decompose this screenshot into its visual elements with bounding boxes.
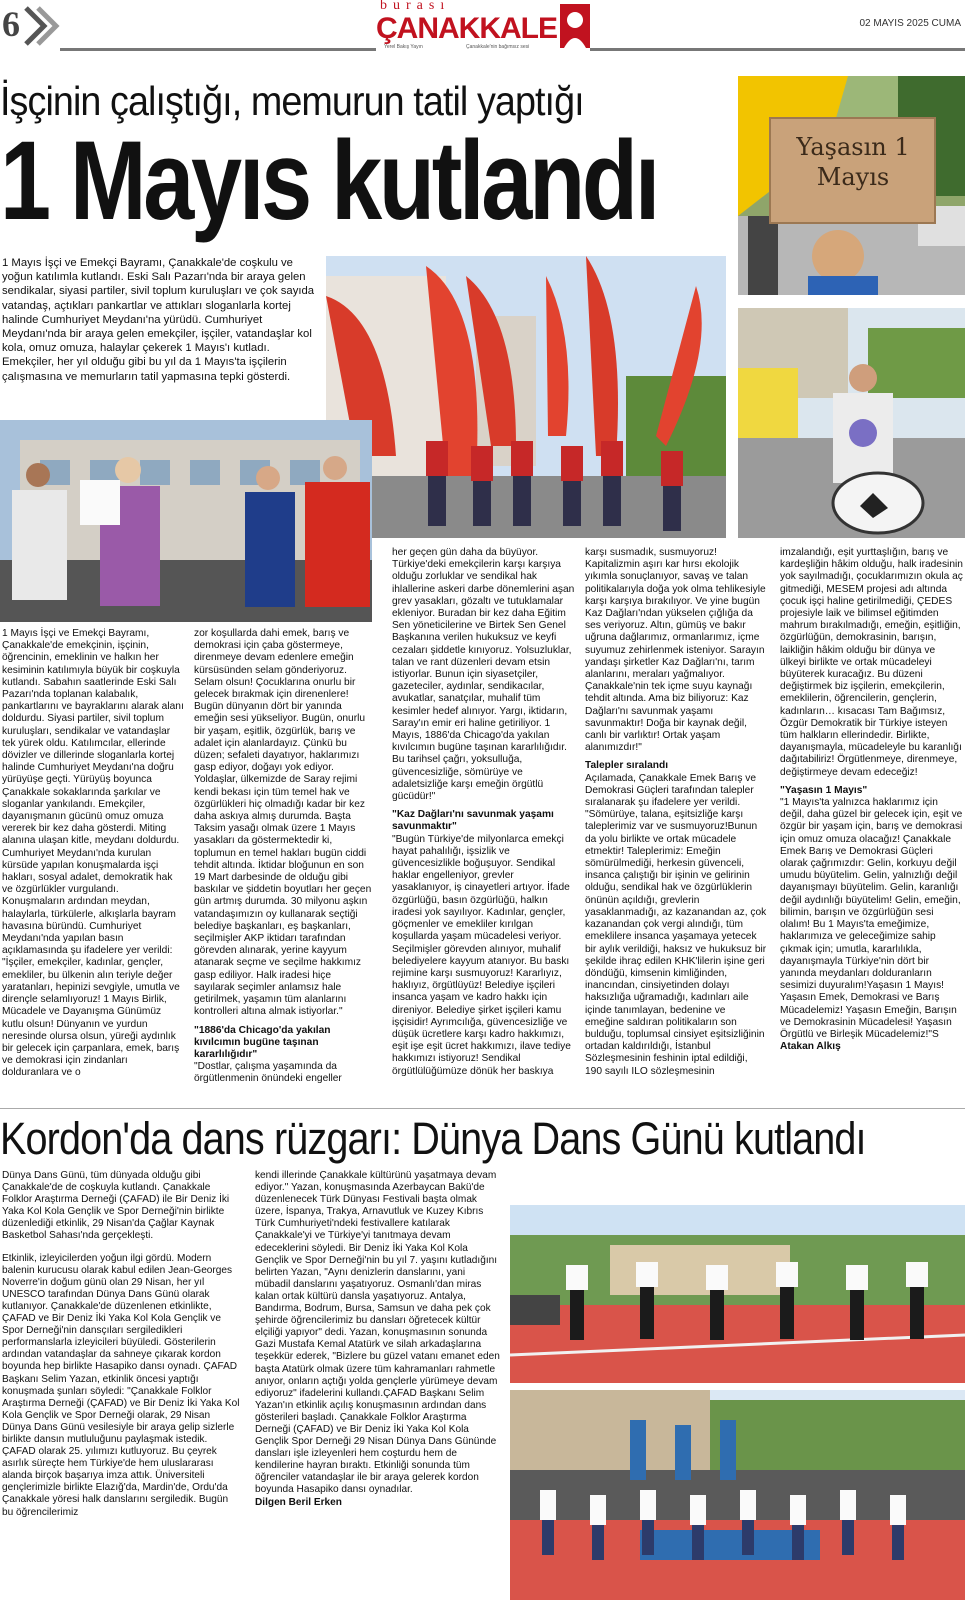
issue-date: 02 MAYIS 2025 CUMA (859, 18, 961, 29)
logo-big-text: ÇANAKKALE (376, 12, 557, 45)
photo-dancers-1 (510, 1205, 965, 1383)
article-kicker: İşçinin çalıştığı, memurun tatil yaptığı (0, 78, 584, 124)
page-number-badge (0, 2, 60, 46)
article1-col2-text-b: "Dostlar, çalışma yaşamında da örgütlenmenin önündeki engeller (194, 1061, 342, 1085)
article1-col1-text: 1 Mayıs İşçi ve Emekçi Bayramı, Çanakkale'de emekçinin, işçinin, öğrencinin, emeklinin ve halkın her kesiminin katılımıyla büyük bir coşkuyla kutlandı. Sabahın saatlerinde Eski Salı Pazarı'nda toplanan kalabalık, pankartlarını ve bayraklarını alarak alanı doldurdu. Siyasi partiler, sivil toplum kuruluşları, sendikalar ve vatandaşlar tek yürek oldu. Katılımcılar, ellerinde dövizler ve dillerinde sloganlarla kortej halinde Cumhuriyet Meydanı'na doğru yürüyüşe geçti. Yürüyüş boyunca Çanakkale sokaklarında şarkılar ve sloganlar yankılandı. Emekçiler, dayanışmanın gücünü omuz omuza vererek bir kez daha gösterdi. Miting alanına ulaşan kitle, meydanı doldurdu. Cumhuriyet Meydanı'nda kurulan kürsüde yapılan konuşmalarda işçi hakları, sosyal adalet, demokratik hak ve özgürlükler vurgulandı. Konuşmaların ardından meydan, halaylarla, türkülerle, alkışlarla bayram havasına büründü. Cumhuriyet Meydanı'nda yapılan basın açıklamasında şu ifadelere yer verildi: "İşçiler, emekçiler, kadınlar, gençler, emekliler, bu ülkenin alın teriyle değer yaratanları, hepinizi sevgiyle, umutla ve dirençle selamlıyoruz! 1 Mayıs Birlik, Mücadele ve Dayanışma Günümüz kutlu olsun! Dünyanın ve yurdun neresinde olursa olsun, yüreği aydınlık bir gelecek için çarpanlara, emek, barış ve demokrasi için zindanları dolduranlara ve o (2, 628, 184, 1079)
newspaper-logo (376, 0, 590, 52)
article2-column-2 (255, 1170, 501, 1509)
article2-column-1 (2, 1170, 242, 1519)
article-lead: 1 Mayıs İşçi ve Emekçi Bayramı, Çanakkale'de coşkulu ve yoğun katılımla kutlandı. Eski Salı Pazarı'nda bir araya gelen sendikalar, siyasi partiler, sivil toplum kuruluşları ve çok sayıda vatandaş, açtıkları pankartlar ve attıkları sloganlarla kortej halinde Cumhuriyet Meydanı'na yürüdü. Cumhuriyet Meydanı'nda bir araya gelen emekçiler, işçiler, vatandaşlar kol kola, omuz omuza, halaylar çekerek 1 Mayıs'ı kutladı. Emekçiler, her yıl olduğu gibi bu yıl da 1 Mayıs'ta işçilerin çalışmasına ve memurların tatil yapmasına tepki gösterdi. (2, 257, 315, 383)
article2-lead: Dünya Dans Günü, tüm dünyada olduğu gibi Çanakkale'de de coşkuyla kutlandı. Çanakkale Folklor Araştırma Derneği (ÇAFAD) ile Bir Deniz İki Yaka Kol Kola Gençlik ve Spor Derneği'nin birlikte düzenlediği etkinlik, 29 Nisan'da Çağlar Kaynak Basketbol Sahası'nda gerçekleşti. (2, 1170, 230, 1242)
logo-small-text: burası (380, 0, 451, 13)
article1-col3-subhead: "Kaz Dağları'nı savunmak yaşamı savunmaktır" (392, 809, 554, 833)
photo-march-flags (326, 256, 726, 538)
article1-column-5 (780, 547, 963, 1053)
protest-sign-text: Yaşasın 1 Mayıs (796, 133, 910, 191)
article2-col1-text: Etkinlik, izleyicilerden yoğun ilgi gördü. Modern balenin kurucusu olarak kabul edilen Jean-Georges Noverre'in doğum günü olan 29 Nisan, her yıl UNESCO tarafından Dünya Dans Günü olarak kutlanıyor. Çanakkale'de düzenlenen etkinlikte, ÇAFAD ve Bir Deniz İki Yaka Kol Kola Gençlik ve Spor Derneği'nin dansçıları sergiledikleri performanslarla izleyicileri büyüledi. Gösterilerin ardından vatandaşlar da sahneye çıkarak kordon boyunda hep birlikte Hasapiko dansı oynadı. ÇAFAD Başkanı Selim Yazan, etkinlik öncesi yaptığı konuşmada şunları söyledi: "Çanakkale Folklor Araştırma Derneği (ÇAFAD) ve Bir Deniz İki Yaka Kol Kola Gençlik ve Spor Derneği olarak, 29 Nisan Dünya Dans Günü vesilesiyle bir araya gelip sizlerle birlikte dansın mutluluğunu paylaşmak istedik. ÇAFAD olarak 25. yılımızı kutluyoruz. Bu çeyrek asırlık süreçte hem Türkiye'de hem uluslararası alanda birçok başarıya imza attık. Üniversiteli gençlerimizle birlikte Elazığ'da, Mardin'de, Ordu'da Çanakkale yöresi halk danslarını sergiledik. Bugün bu öğrencilerimiz (2, 1252, 240, 1518)
article1-col5-text-b: "1 Mayıs'ta yalnızca haklarımız için değil, daha güzel bir gelecek için, eşit ve özgür bir yaşam için, barış ve demokrasi için omuz omuza olacağız! Çanakkale Emek Barış ve Demokrasi Güçleri olarak çağrımızdır: Gelin, korkuyu değil umudu büyütelim. Gelin, yalnızlığı değil dayanışmayı büyütelim. Gelin, karanlığı değil aydınlığı büyütelim! Gelin, emeğin, bilimin, barışın ve özgürlüğün sesi olalım! Bu 1 Mayıs'ta emeğimize, haklarımıza ve geleceğimize sahip çıkmak için; umutla, kararlılıkla, dayanışmayla Türkiye'nin dört bir yanında meydanları dolduranların sesimizi duyuralım!Yaşasın 1 Mayıs! Yaşasın Emek, Demokrasi ve Barış Mücadelemiz! Yaşasın Emeğin, Barışın ve Demokrasinin Mücadelesi! Yaşasın Örgütlü ve Birleşik Mücadelemiz!"S (780, 797, 963, 1040)
article1-col2-text: zor koşullarda dahi emek, barış ve demokrasi için çaba göstermeye, direnmeye devam edenlere emeğin kürsüsünden selam gönderiyoruz. Selam olsun! Çocuklarına onurlu bir gelecek bırakmak için direnenlere! Bugün dünyanın dört bir yanında emeğin sesi yükseliyor. Bugün, onurlu bir yaşam, eşitlik, özgürlük, barış ve adalet için alanlardayız. Çünkü bu düzen; sefaleti dayatıyor, haklarımızı gasp ediyor, doğayı yok ediyor. Yoldaşlar, ülkemizde de Saray rejimi kendi bekası için tüm temel hak ve özgürlükleri hiç olmadığı kadar bir kez daha askıya almış durumda. Başta Taksim yasağı olmak üzere 1 Mayıs yasakları da göstermektedir ki, toplumun en temel hakları bugün ciddi tehdit altında. İktidar bloğunun en son 19 Mart darbesinde de olduğu gibi baskılar ve şiddetin boyutları her geçen gün artmış durumda. 30 milyonu aşkın vatandaşımızın oy kullanarak seçtiği belediye başkanları, eş başkanları, seçilmişler AKP iktidarı tarafından görevden alınarak, yerine kayyum atanarak seçme ve seçilme hakkımız gasp ediliyor. Halk iradesi hiçe sayılarak seçimler anlamsız hale getirilmek, yaşamın tüm alanlarını kontrolleri altına almak istiyorlar." (194, 628, 372, 1018)
article1-col3-text: her geçen gün daha da büyüyor. Türkiye'deki emekçilerin karşı karşıya olduğu zorluklar ve sendikal hak ihlallerine askeri darbe dönemlerini aşan grev yasakları, gözaltı ve tutuklamalar ekleniyor. Buradan bir kez daha Eğitim Sen yöneticilerine ve Birtek Sen Genel Başkanına verilen hukuksuz ve keyfi cezaları şiddetle kınıyoruz. Yolsuzluklar, talan ve rant düzenleri devam etsin istiyorlar. Bunun için siyasetçiler, gazeteciler, aydınlar, sendikacılar, avukatlar, sanatçılar, muhalif tüm kesimler hedef alınıyor. Yargı, iktidarın, Saray'ın emir eri haline getiriliyor. 1 Mayıs, 1886'da Chicago'da yakılan kıvılcımın bugüne taşınan kararlılığıdır. Bu tarihsel çağrı, yoksulluğa, güvencesizliğe, sömürüye ve adaletsizliğe karşı emeğin örgütlü gücüdür!" (392, 547, 575, 803)
article1-author: Atakan Alkış (780, 1041, 841, 1053)
article1-col4-text: karşı susmadık, susmuyoruz! Kapitalizmin aşırı kar hırsı ekolojik yıkımla sonuçlanıyor, savaş ve talan politikalarıyla doğa yok olma tehlikesiyle karşı karşıya bırakılıyor. Ve yine bugün Kaz Dağları'ndan yükselen çığlığa da ses veriyoruz. Altın, gümüş ve bakır uğruna dağlarımız, ormanlarımız, içme suyumuz zehirlenmek isteniyor. Sarayın yandaşı şirketler Kaz Dağları'nı, tarım alanlarını, meraları yağmalıyor. Çanakkale'nin tek içme suyu kaynağı tehdit altında. Ama biz biliyoruz: Kaz Dağları'nı savunmak yaşamı savunmaktır! Doğa bir kaynak değil, canlı bir varlıktır! Ortak yaşam alanımızdır!" (585, 547, 766, 754)
article1-col2-subhead: "1886'da Chicago'da yakılan kıvılcımın bugüne taşınan kararlılığıdır" (194, 1024, 331, 1060)
section-divider (0, 1108, 965, 1109)
article1-column-2 (194, 628, 374, 1086)
page-number: 6 (2, 4, 20, 44)
chevron-right-icon (20, 4, 60, 48)
logo-subtitle-2: Çanakkale'nin bağımsız sesi (466, 44, 530, 50)
article1-col5-text: imzalandığı, eşit yurttaşlığın, barış ve kardeşliğin hâkim olduğu, halk iradesinin yok sayılmadığı, çocuklarımızın okula aç gitmediği, MESEM projesi adı altında çocuk işçi haline getirilmediği, ÇEDES projesiyle laik ve bilimsel eğitimden mahrum bırakılmadığı, emeğin, eşitliğin, özgürlüğün, demokrasinin, barışın, laikliğin hâkim olduğu bir dünya ve ülkeyi birlikte ve ortak mücadeleyi büyüterek kuracağız. Bu düzeni değiştirmek biz işçilerin, emekçilerin, emeklilerin, öğrencilerin, gençlerin, kadınların… kısacası Tam Bağımsız, Özgür Demokratik bir Türkiye isteyen tüm halkların ellerindedir. Birlikte, dayanışmayla, mücadeleyle bu karanlığı dağıtabiliriz! Örgütlenmeye, direnmeye, değiştirmeye devam edeceğiz! (780, 547, 963, 778)
logo-subtitle-1: Yerel Bakış Yayın (384, 44, 423, 50)
photo-speakers-illustration (0, 420, 372, 622)
photo-dancers-2 (510, 1390, 965, 1600)
article1-column-1 (2, 628, 184, 1080)
article2-col2-text: kendi illerinde Çanakkale kültürünü yaşatmaya devam ediyor." Yazan, konuşmasında Azerbaycan Bakü'de düzenlenecek Türk Dünyası Festivali başta olmak üzere, İspanya, Trakya, Arnavutluk ve Kuzey Kıbrıs Türk Cumhuriyeti'ndeki festivallere katılarak Çanakkale'yi ve Türkiye'yi tanıtmaya devam edeceklerini söyledi. Bir Deniz İki Yaka Kol Kola Gençlik ve Spor Derneği'nin bu yıl 7. yaşını kutladığını belirten Yazan, "Aynı denizlerin danslarını, yani mübadil danslarını yaşatıyoruz. Osmanlı'dan miras kalan ortak kültürü dansla yaşatıyoruz. Antalya, Bandırma, Bodrum, Bursa, Samsun ve daha pek çok şehirde öğrencilerimiz bu dansları öğretecek kültür elçiliği yapıyor" dedi. Yazan, konuşmasının sonunda Gazi Mustafa Kemal Atatürk ve silah arkadaşlarına teşekkür ederek, "Bizlere bu güzel vatanı emanet eden başta Atatürk olmak üzere tüm kahramanları rahmetle anıyor, onların açtığı yolda gençlerle yürümeye devam ediyoruz" ifadelerini kullandı.ÇAFAD Başkanı Selim Yazan'ın etkinlik açılış konuşmasının ardından dans gösterileri başladı. Çanakkale Folklor Araştırma Derneği (ÇAFAD) ve Bir Deniz İki Yaka Kol Kola Gençlik Spor Derneği 29 Nisan Dünya Dans Gününde dansları işle izleyenleri hem coşturdu hem de kendilerine hayran bıraktı. Etkinliği sonunda tüm öğrenciler vatandaşlar ile bir araya gelerek kordon boyunda Hasapiko dansı oynadılar. (255, 1170, 500, 1496)
article1-col3-text-b: "Bugün Türkiye'de milyonlarca emekçi hayat pahalılığı, işsizlik ve güvencesizlikle boğuşuyor. Sendikal haklar engelleniyor, grevler yasaklanıyor, iş cinayetleri artıyor. İfade özgürlüğü, basın özgürlüğü, halkın iradesi yok sayılıyor. Kadınlar, gençler, göçmenler ve emekliler kırılgan koşullarda yaşam mücadelesi veriyor. Seçilmişler görevden alınıyor, muhalif belediyelere kayyum atanıyor. Bu baskı rejimine karşı susmuyoruz! Kararlıyız, haklıyız, örgütlüyüz! Belediye işçileri insanca yaşam ve kadro hakkı için direniyor. Belediye şirket işçileri kamu işçisidir! Ayrımcılığa, güvencesizliğe ve düşük ücretlere karşı kadro hakkımızı, eşit işe eşit ücret hakkımızı, ilave tediye hakkımızı istiyoruz! Sendikal örgütlülüğümüze dönük her baskıya (392, 833, 571, 1077)
photo-sign-holder (738, 76, 965, 295)
article-headline: 1 Mayıs kutlandı (0, 118, 657, 243)
article2-headline: Kordon'da dans rüzgarı: Dünya Dans Günü kutlandı (0, 1113, 866, 1164)
portrait-emblem-icon (560, 4, 590, 48)
article1-col4-subhead: Talepler sıralandı (585, 760, 669, 772)
photo-march-illustration (326, 256, 726, 538)
photo-drummer (738, 308, 965, 538)
article1-column-4 (585, 547, 767, 1078)
article1-col4-text-b: Açılamada, Çanakkale Emek Barış ve Demokrasi Güçleri tarafından talepler sıralanarak şu ifadelere yer verildi. "Sömürüye, talana, eşitsizliğe karşı taleplerimiz var ve susmuyoruz!Bunun da yolu birlikte ve ortak mücadele etmektir! Taleplerimiz: Emeğin sömürülmediği, herkesin güvenceli, insanca çalıştığı bir işinin ve gelirinin olduğu, sendikal hak ve özgürlüklerin önünün açıldığı, grevlerin yasaklanmadığı, az kazanandan az, çok kazanandan çok vergi alındığı, tüm emeklilere insanca yaşamaya yetecek bir aylık verildiği, haksız ve hukuksuz bir şekilde ihraç edilen KHK'lilerin işine geri döndüğü, kimsenin kimliğinden, inancından, cinsiyetinden dolayı haksızlığa uğramadığı, kadınları aile içinde tanımlayan, bedenine ve emeğine saldıran politikaların son bulduğu, toplumsal cinsiyet eşitsizliğinin ortadan kaldırıldığı, İstanbul Sözleşmesinin feshinin iptal edildiği, 190 sayılı ILO sözleşmesinin (585, 772, 767, 1077)
article1-column-3 (392, 547, 576, 1078)
article2-author: Dilgen Beril Erken (255, 1496, 342, 1508)
photo-dancers-2-illustration (510, 1390, 965, 1600)
article1-col5-subhead: "Yaşasın 1 Mayıs" (780, 784, 868, 796)
photo-speakers (0, 420, 372, 622)
photo-dancers-1-illustration (510, 1205, 965, 1383)
photo-drummer-illustration (738, 308, 965, 538)
